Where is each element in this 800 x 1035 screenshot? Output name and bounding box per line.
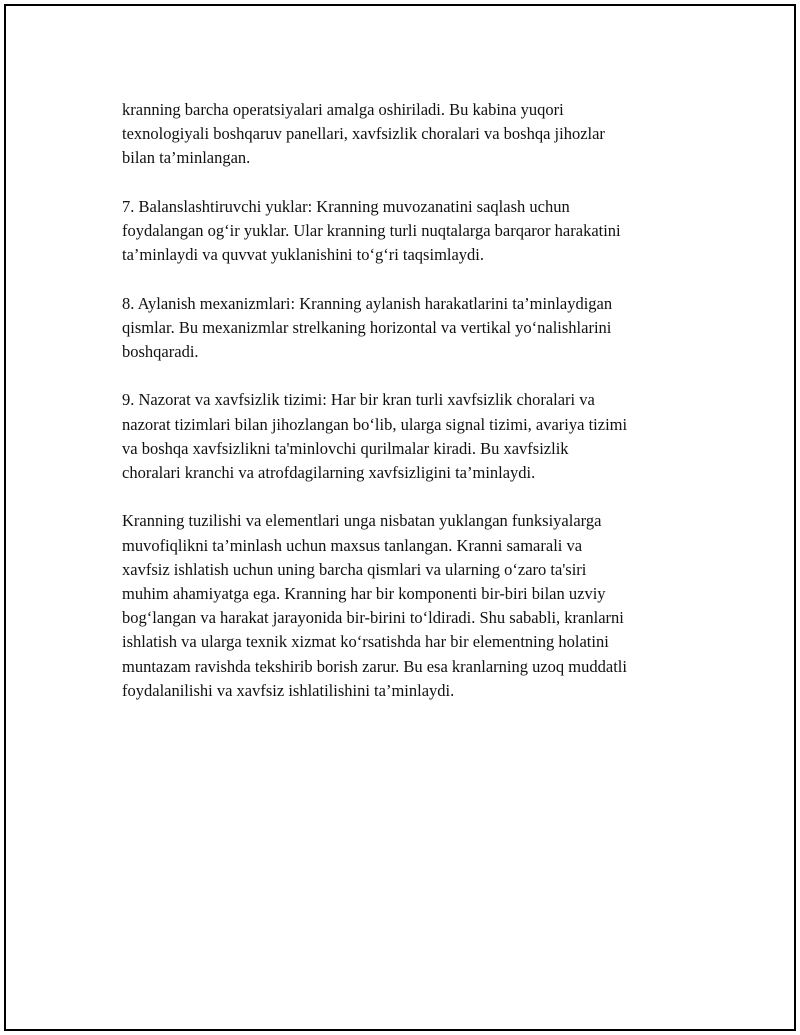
text-line: kranning barcha operatsiyalari amalga oshiriladi. Bu kabina yuqori: [122, 100, 564, 119]
text-line: texnologiyali boshqaruv panellari, xavfsizlik choralari va boshqa jihozlar: [122, 124, 605, 144]
paragraph-conclusion: [122, 509, 702, 703]
text-line: muhim ahamiyatga ega. Kranning har bir komponenti bir-biri bilan uzviy: [122, 584, 606, 603]
text-line: 8. Aylanish mexanizmlari: Kranning aylanish harakatlarini ta’minlaydigan: [122, 293, 613, 313]
page-border: [4, 4, 796, 1031]
text-line: bog‘langan va harakat jarayonida bir-birini to‘ldiradi. Shu sababli, kranlarni: [122, 608, 624, 628]
text-line: qismlar. Bu mexanizmlar strelkaning horizontal va vertikal yo‘nalishlarini: [122, 317, 612, 337]
text-line: Kranning tuzilishi va elementlari unga nisbatan yuklangan funksiyalarga: [122, 511, 602, 531]
text-line: choralari kranchi va atrofdagilarning xavfsizligini ta’minlaydi.: [122, 463, 536, 482]
text-line: foydalangan og‘ir yuklar. Ular kranning turli nuqtalarga barqaror harakatini: [122, 221, 621, 240]
text-line: va boshqa xavfsizlikni ta'minlovchi qurilmalar kiradi. Bu xavfsizlik: [122, 438, 569, 458]
text-line: foydalanilishi va xavfsiz ishlatilishini ta’minlaydi.: [122, 680, 455, 700]
text-line: 7. Balanslashtiruvchi yuklar: Kranning muvozanatini saqlash uchun: [122, 196, 570, 216]
text-line: 9. Nazorat va xavfsizlik tizimi: Har bir kran turli xavfsizlik choralari va: [122, 390, 595, 410]
paragraph-counterweights: [122, 195, 702, 268]
text-line: muntazam ravishda tekshirib borish zarur. Bu esa kranlarning uzoq muddatli: [122, 656, 627, 676]
text-line: bilan ta’minlangan.: [122, 148, 251, 168]
paragraph-rotation-mechanisms: [122, 292, 702, 365]
document-body: [122, 98, 702, 727]
text-line: xavfsiz ishlatish uchun uning barcha qismlari va ularning o‘zaro ta'siri: [122, 559, 587, 579]
text-line: boshqaradi.: [122, 342, 199, 361]
paragraph-safety-system: [122, 388, 702, 485]
text-line: ishlatish va ularga texnik xizmat ko‘rsatishda har bir elementning holatini: [122, 632, 609, 652]
text-line: ta’minlaydi va quvvat yuklanishini to‘g‘ri taqsimlaydi.: [122, 245, 485, 265]
text-line: muvofiqlikni ta’minlash uchun maxsus tanlangan. Kranni samarali va: [122, 535, 583, 555]
text-line: nazorat tizimlari bilan jihozlangan bo‘lib, ularga signal tizimi, avariya tizimi: [122, 414, 628, 434]
paragraph-cabin-continuation: [122, 98, 702, 171]
